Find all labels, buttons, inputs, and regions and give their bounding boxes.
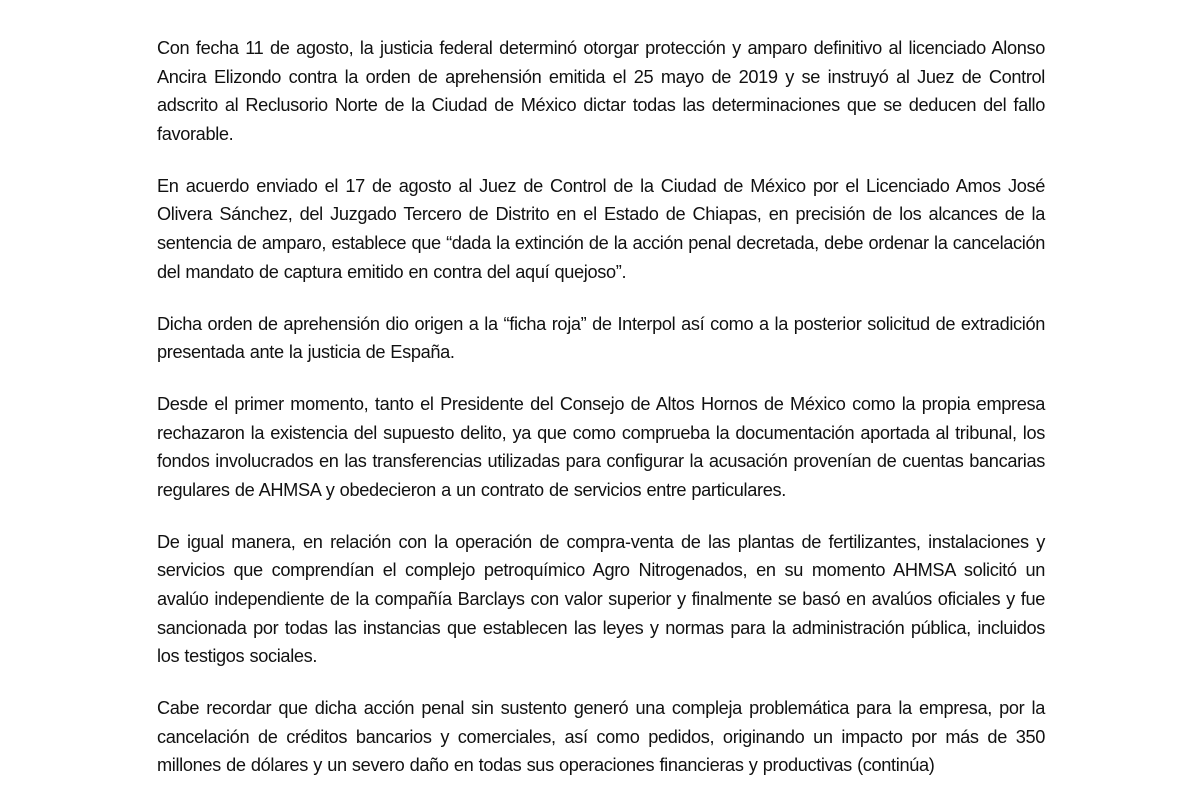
paragraph-court-agreement: En acuerdo enviado el 17 de agosto al Juez de Control de la Ciudad de México por el Licenciado Amos José Olivera Sánchez, del Juzgado Tercero de Distrito en el Estado de Chiapas, en precisión de los alcances de la sentencia de amparo, establece que “dada la extinción de la acción penal decretada, debe ordenar la cancelación del mandato de captura emitido en contra del aquí quejoso”. xyxy=(157,175,1045,282)
paragraph-financial-impact: Cabe recordar que dicha acción penal sin sustento generó una compleja problemática para la empresa, por la cancelación de créditos bancarios y comerciales, así como pedidos, originando un impacto por más de 350 millones de dólares y un severo daño en todas sus operaciones financieras y productivas (continúa) xyxy=(157,698,1045,776)
paragraph-agro-nitrogenados: De igual manera, en relación con la operación de compra-venta de las plantas de fertilizantes, instalaciones y servicios que comprendían el complejo petroquímico Agro Nitrogenados, en su momento AHMSA solicitó un avalúo independiente de la compañía Barclays con valor superior y finalmente se basó en avalúos oficiales y fue sancionada por todas las instancias que establecen las leyes y normas para la administración pública, incluidos los testigos sociales. xyxy=(157,531,1045,667)
paragraph-interpol-red-notice: Dicha orden de aprehensión dio origen a la “ficha roja” de Interpol así como a la posterior solicitud de extradición presentada ante la justicia de España. xyxy=(157,313,1045,363)
paragraph-company-rejection: Desde el primer momento, tanto el Presidente del Consejo de Altos Hornos de México como la propia empresa rechazaron la existencia del supuesto delito, ya que como comprueba la documentación aportada al tribunal, los fondos involucrados en las transferencias utilizadas para configurar la acusación provenían de cuentas bancarias regulares de AHMSA y obedecieron a un contrato de servicios entre particulares. xyxy=(157,394,1045,500)
document-page xyxy=(157,34,1045,780)
paragraph-amparo-ruling: Con fecha 11 de agosto, la justicia federal determinó otorgar protección y amparo definitivo al licenciado Alonso Ancira Elizondo contra la orden de aprehensión emitida el 25 mayo de 2019 y se instruyó al Juez de Control adscrito al Reclusorio Norte de la Ciudad de México dictar todas las determinaciones que se deducen del fallo favorable. xyxy=(157,38,1045,144)
